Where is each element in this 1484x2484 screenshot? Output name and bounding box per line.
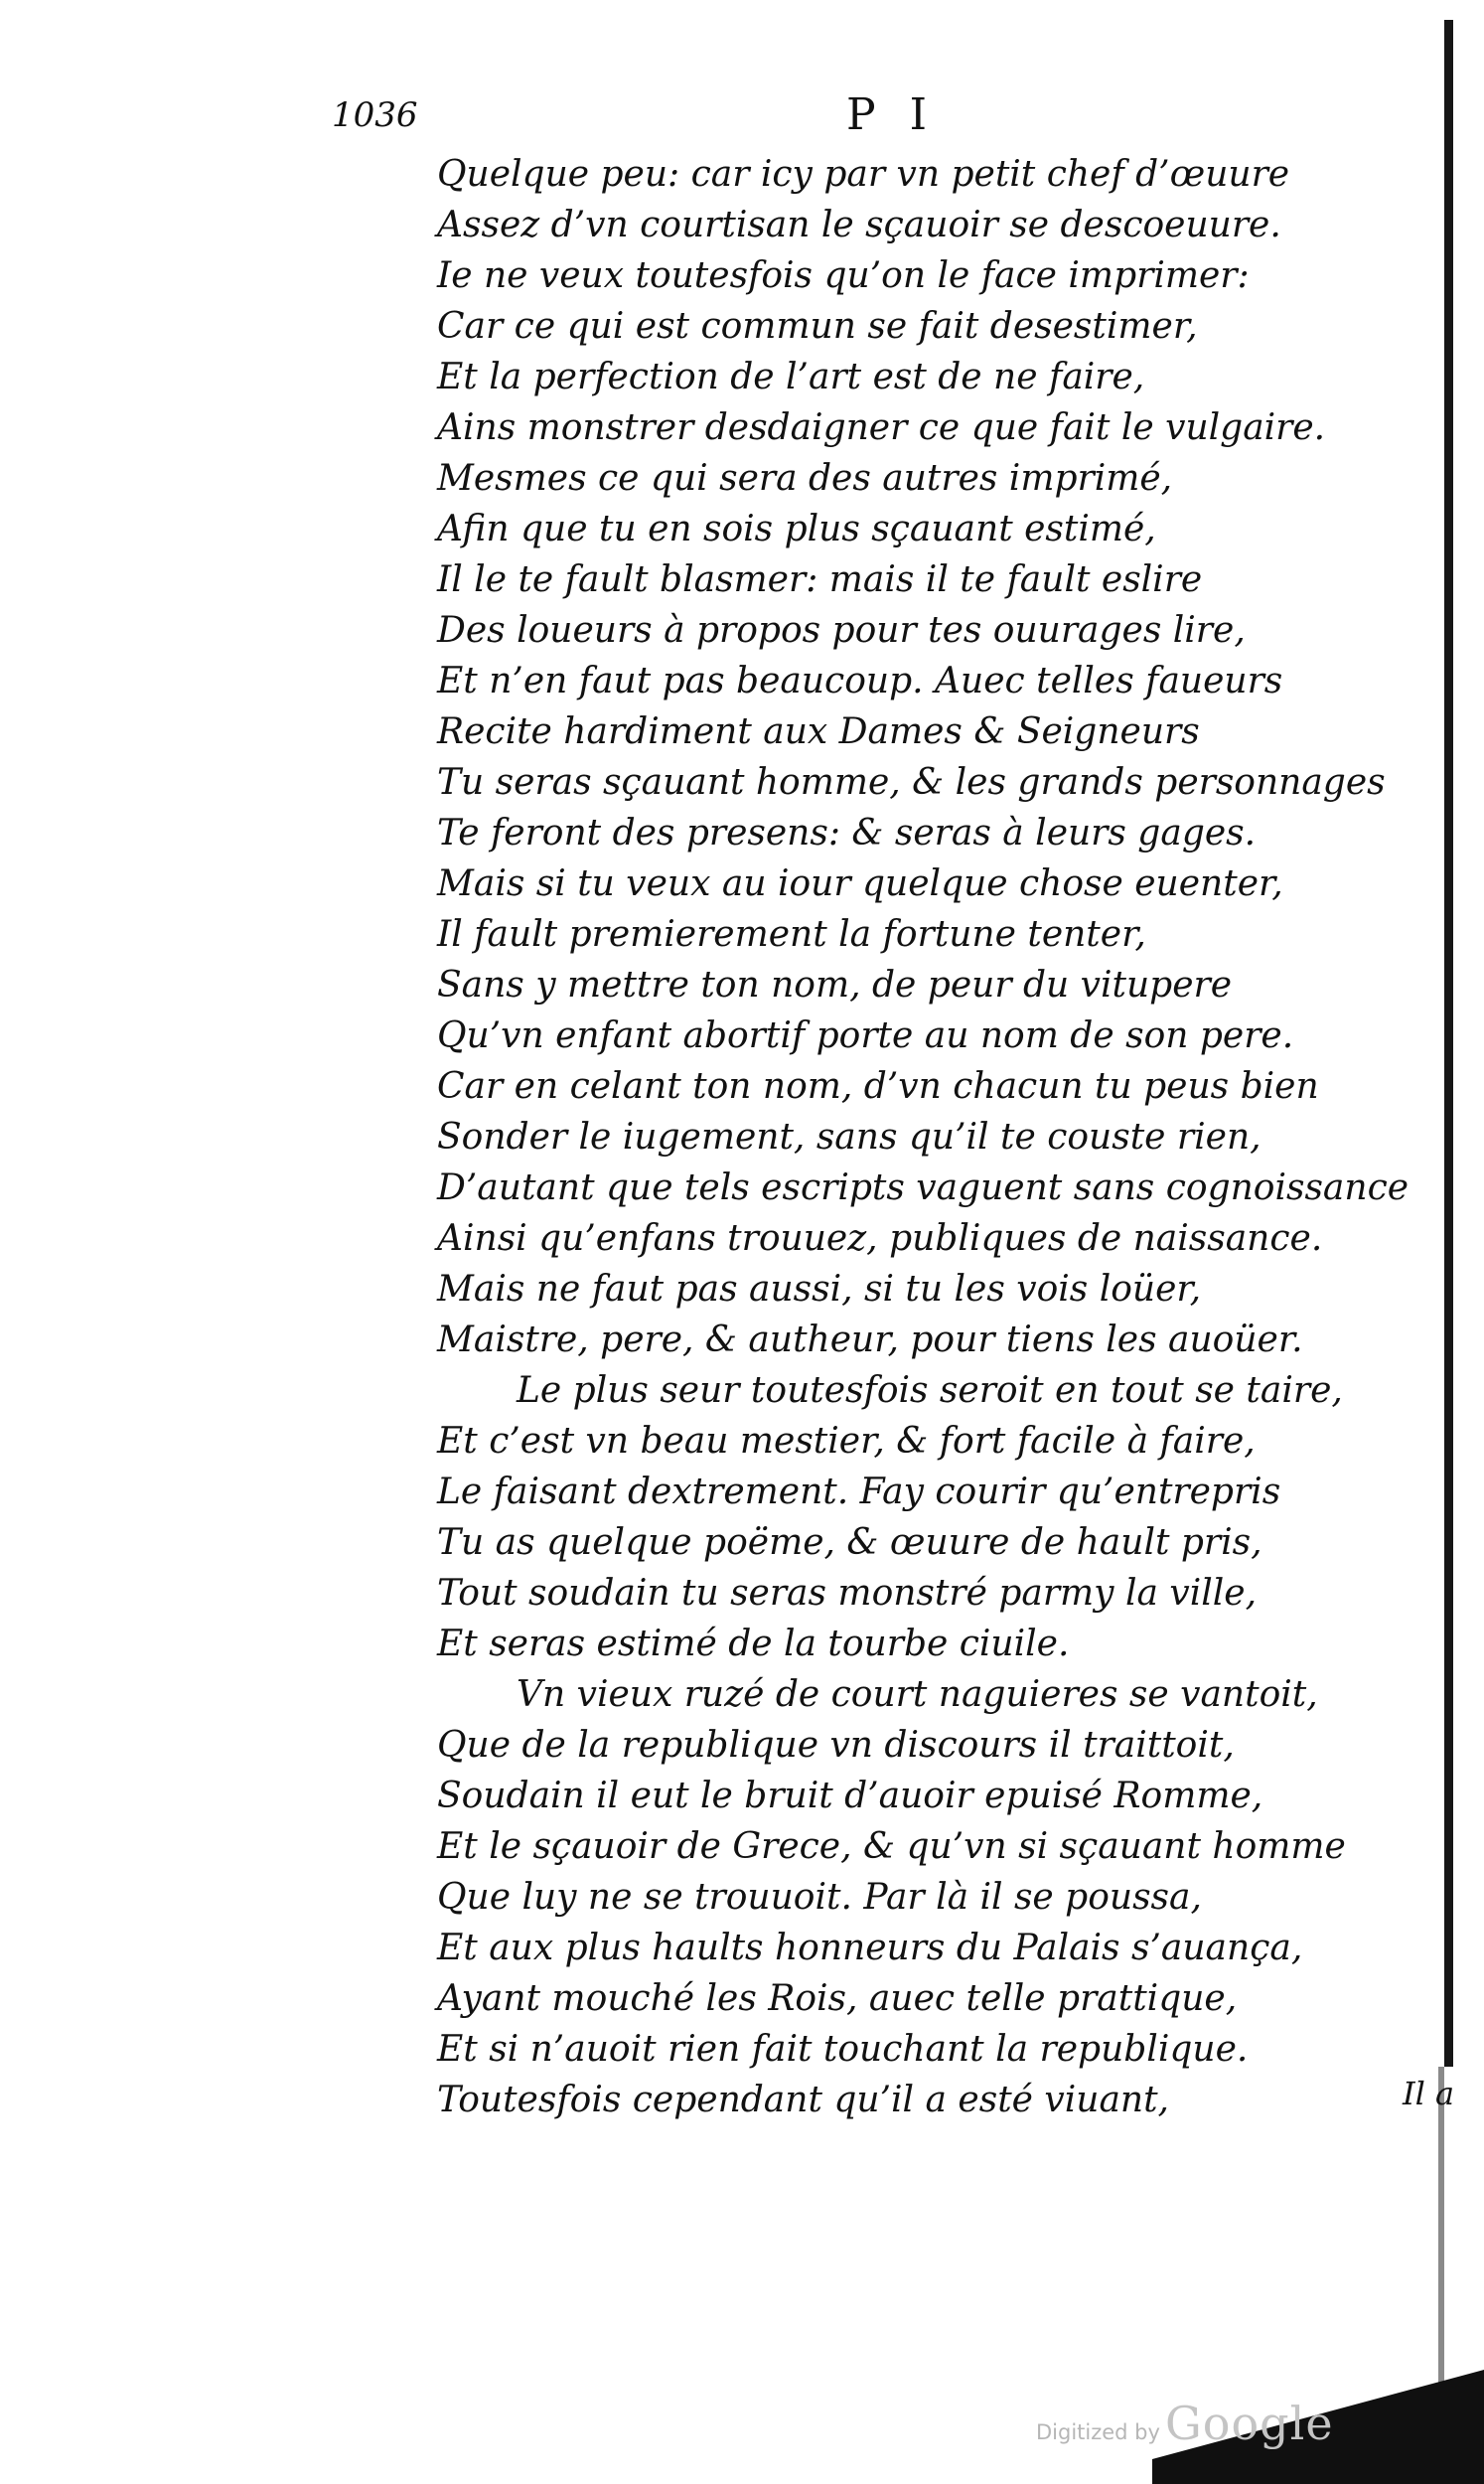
page-number: 1036 [332, 95, 418, 135]
verse-line: Tout soudain tu seras monstré parmy la ville, [437, 1573, 1258, 1614]
verse-line: Car ce qui est commun se fait desestimer, [437, 306, 1198, 347]
verse-line: Te feront des presens: & seras à leurs gages. [437, 813, 1257, 854]
verse-line: Maistre, pere, & autheur, pour tiens les auoüer. [437, 1320, 1303, 1360]
verse-line-indented: Le plus seur toutesfois seroit en tout se taire, [517, 1370, 1343, 1411]
verse-line: Mais si tu veux au iour quelque chose euenter, [437, 863, 1283, 904]
verse-line: Qu’vn enfant abortif porte au nom de son pere. [437, 1015, 1294, 1056]
verse-line: Sans y mettre ton nom, de peur du vitupere [437, 965, 1233, 1006]
google-logo: Google [1165, 2397, 1334, 2450]
verse-line: Toutesfois cependant qu’il a esté viuant, [437, 2080, 1169, 2120]
page-edge-shadow-lower [1438, 2067, 1444, 2395]
verse-line: Et n’en faut pas beaucoup. Auec telles faueurs [437, 661, 1283, 701]
verse-line: Quelque peu: car icy par vn petit chef d’œuure [437, 154, 1290, 195]
page-edge-shadow [1444, 20, 1453, 2067]
verse-line: Ayant mouché les Rois, auec telle prattique, [437, 1978, 1238, 2019]
verse-line-indented: Vn vieux ruzé de court naguieres se vantoit, [517, 1674, 1318, 1715]
watermark-label: Digitized by [1036, 2420, 1160, 2444]
verse-line: Soudain il eut le bruit d’auoir epuisé Romme, [437, 1776, 1263, 1816]
verse-line: D’autant que tels escripts vaguent sans cognoissance [437, 1167, 1410, 1208]
verse-line: Assez d’vn courtisan le sçauoir se descoeuure. [437, 205, 1281, 245]
verse-line: Ie ne veux toutesfois qu’on le face imprimer: [437, 255, 1250, 296]
verse-line: Que de la republique vn discours il traittoit, [437, 1725, 1235, 1766]
verse-line: Mesmes ce qui sera des autres imprimé, [437, 458, 1173, 499]
verse-line: Et c’est vn beau mestier, & fort facile à faire, [437, 1421, 1256, 1462]
verse-line: Le faisant dextrement. Fay courir qu’entrepris [437, 1472, 1281, 1512]
catchword: Il a [1403, 2075, 1455, 2112]
verse-line: Que luy ne se trouuoit. Par là il se poussa, [437, 1877, 1202, 1918]
verse-line: Et le sçauoir de Grece, & qu’vn si sçauant homme [437, 1826, 1346, 1867]
verse-line: Afin que tu en sois plus sçauant estimé, [437, 509, 1156, 549]
verse-line: Tu as quelque poëme, & œuure de hault pris, [437, 1522, 1262, 1563]
verse-line: Car en celant ton nom, d’vn chacun tu peus bien [437, 1066, 1319, 1107]
verse-line: Sonder le iugement, sans qu’il te couste rien, [437, 1117, 1261, 1158]
verse-line: Ainsi qu’enfans trouuez, publiques de naissance. [437, 1218, 1323, 1259]
page-header [0, 89, 1484, 155]
verse-line: Et la perfection de l’art est de ne faire, [437, 357, 1145, 397]
verse-line: Il fault premierement la fortune tenter, [437, 914, 1146, 955]
verse-line: Ains monstrer desdaigner ce que fait le vulgaire. [437, 407, 1326, 448]
verse-line: Mais ne faut pas aussi, si tu les vois loüer, [437, 1269, 1202, 1310]
running-head: P I [846, 89, 937, 140]
verse-line: Il le te fault blasmer: mais il te fault eslire [437, 559, 1203, 600]
verse-line: Et si n’auoit rien fait touchant la republique. [437, 2029, 1249, 2070]
verse-line: Des loueurs à propos pour tes ouurages lire, [437, 610, 1246, 651]
verse-line: Tu seras sçauant homme, & les grands personnages [437, 762, 1386, 803]
verse-line: Et aux plus haults honneurs du Palais s’auança, [437, 1928, 1303, 1968]
verse-line: Recite hardiment aux Dames & Seigneurs [437, 711, 1200, 752]
poem-text [437, 149, 1410, 2125]
digitized-watermark [1036, 2397, 1334, 2450]
verse-line: Et seras estimé de la tourbe ciuile. [437, 1624, 1070, 1664]
